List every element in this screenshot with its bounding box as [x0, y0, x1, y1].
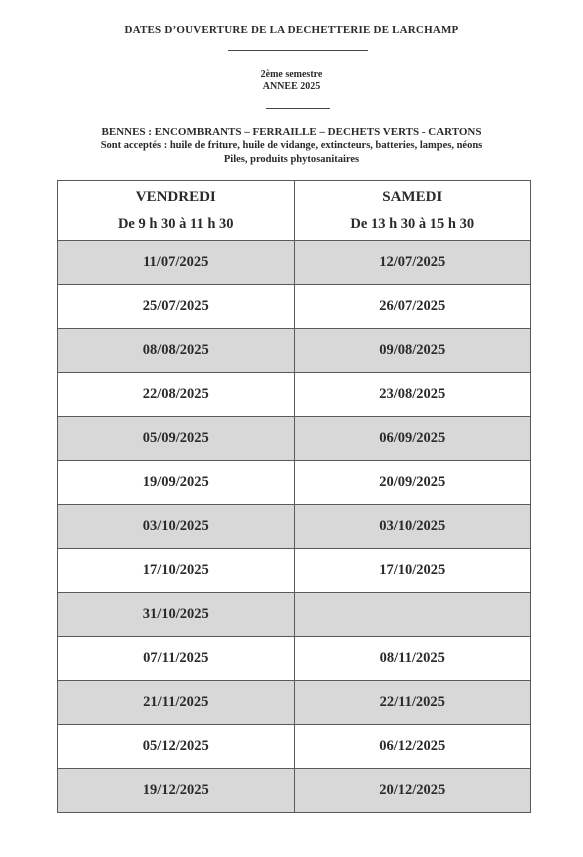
saturday-date-cell: [294, 593, 531, 637]
column-day: SAMEDI: [382, 188, 443, 205]
column-hours: De 13 h 30 à 15 h 30: [350, 215, 475, 232]
friday-date-cell: 05/12/2025: [58, 725, 295, 769]
saturday-date-cell: 06/12/2025: [294, 725, 531, 769]
table-row: [58, 769, 531, 813]
accepted-items: [0, 125, 583, 167]
friday-date-cell: 05/09/2025: [58, 417, 295, 461]
friday-date-cell: 17/10/2025: [58, 549, 295, 593]
friday-date-cell: 19/09/2025: [58, 461, 295, 505]
friday-date-cell: 03/10/2025: [58, 505, 295, 549]
column-day: VENDREDI: [135, 188, 216, 205]
saturday-date-cell: 03/10/2025: [294, 505, 531, 549]
saturday-date-cell: 20/09/2025: [294, 461, 531, 505]
table-row: [58, 329, 531, 373]
column-hours: De 9 h 30 à 11 h 30: [117, 215, 234, 232]
table-row: [58, 725, 531, 769]
bennes-line: BENNES : ENCOMBRANTS – FERRAILLE – DECHETS VERTS - CARTONS: [101, 126, 482, 138]
friday-column-header: [58, 181, 295, 241]
friday-date-cell: 31/10/2025: [58, 593, 295, 637]
saturday-column-header: [294, 181, 531, 241]
table-row: [58, 681, 531, 725]
friday-date-cell: 11/07/2025: [58, 241, 295, 285]
year-divider: [266, 108, 330, 109]
saturday-date-cell: 17/10/2025: [294, 549, 531, 593]
year-label: ANNEE 2025: [262, 81, 321, 92]
opening-dates-table: [57, 180, 531, 813]
table-row: [58, 637, 531, 681]
friday-date-cell: 19/12/2025: [58, 769, 295, 813]
accepted-line-continued: Piles, produits phytosanitaires: [223, 154, 360, 165]
semester-block: [0, 69, 583, 93]
table-row: [58, 241, 531, 285]
saturday-date-cell: 20/12/2025: [294, 769, 531, 813]
friday-date-cell: 07/11/2025: [58, 637, 295, 681]
title-divider: [228, 50, 368, 51]
accepted-line: Sont acceptés : huile de friture, huile de vidange, extincteurs, batteries, lampes, néons: [100, 140, 483, 151]
friday-date-cell: 22/08/2025: [58, 373, 295, 417]
table-row: [58, 417, 531, 461]
saturday-date-cell: 08/11/2025: [294, 637, 531, 681]
saturday-date-cell: 26/07/2025: [294, 285, 531, 329]
semester-label: 2ème semestre: [260, 69, 323, 80]
saturday-date-cell: 09/08/2025: [294, 329, 531, 373]
saturday-date-cell: 23/08/2025: [294, 373, 531, 417]
table-header-row: [58, 181, 531, 241]
saturday-date-cell: 22/11/2025: [294, 681, 531, 725]
document-title: DATES D’OUVERTURE DE LA DECHETTERIE DE LARCHAMP: [124, 24, 459, 36]
table-row: [58, 285, 531, 329]
friday-date-cell: 25/07/2025: [58, 285, 295, 329]
table-row: [58, 593, 531, 637]
saturday-date-cell: 12/07/2025: [294, 241, 531, 285]
table-row: [58, 373, 531, 417]
friday-date-cell: 08/08/2025: [58, 329, 295, 373]
friday-date-cell: 21/11/2025: [58, 681, 295, 725]
table-body: [58, 241, 531, 813]
saturday-date-cell: 06/09/2025: [294, 417, 531, 461]
table-row: [58, 461, 531, 505]
table-row: [58, 549, 531, 593]
table-row: [58, 505, 531, 549]
